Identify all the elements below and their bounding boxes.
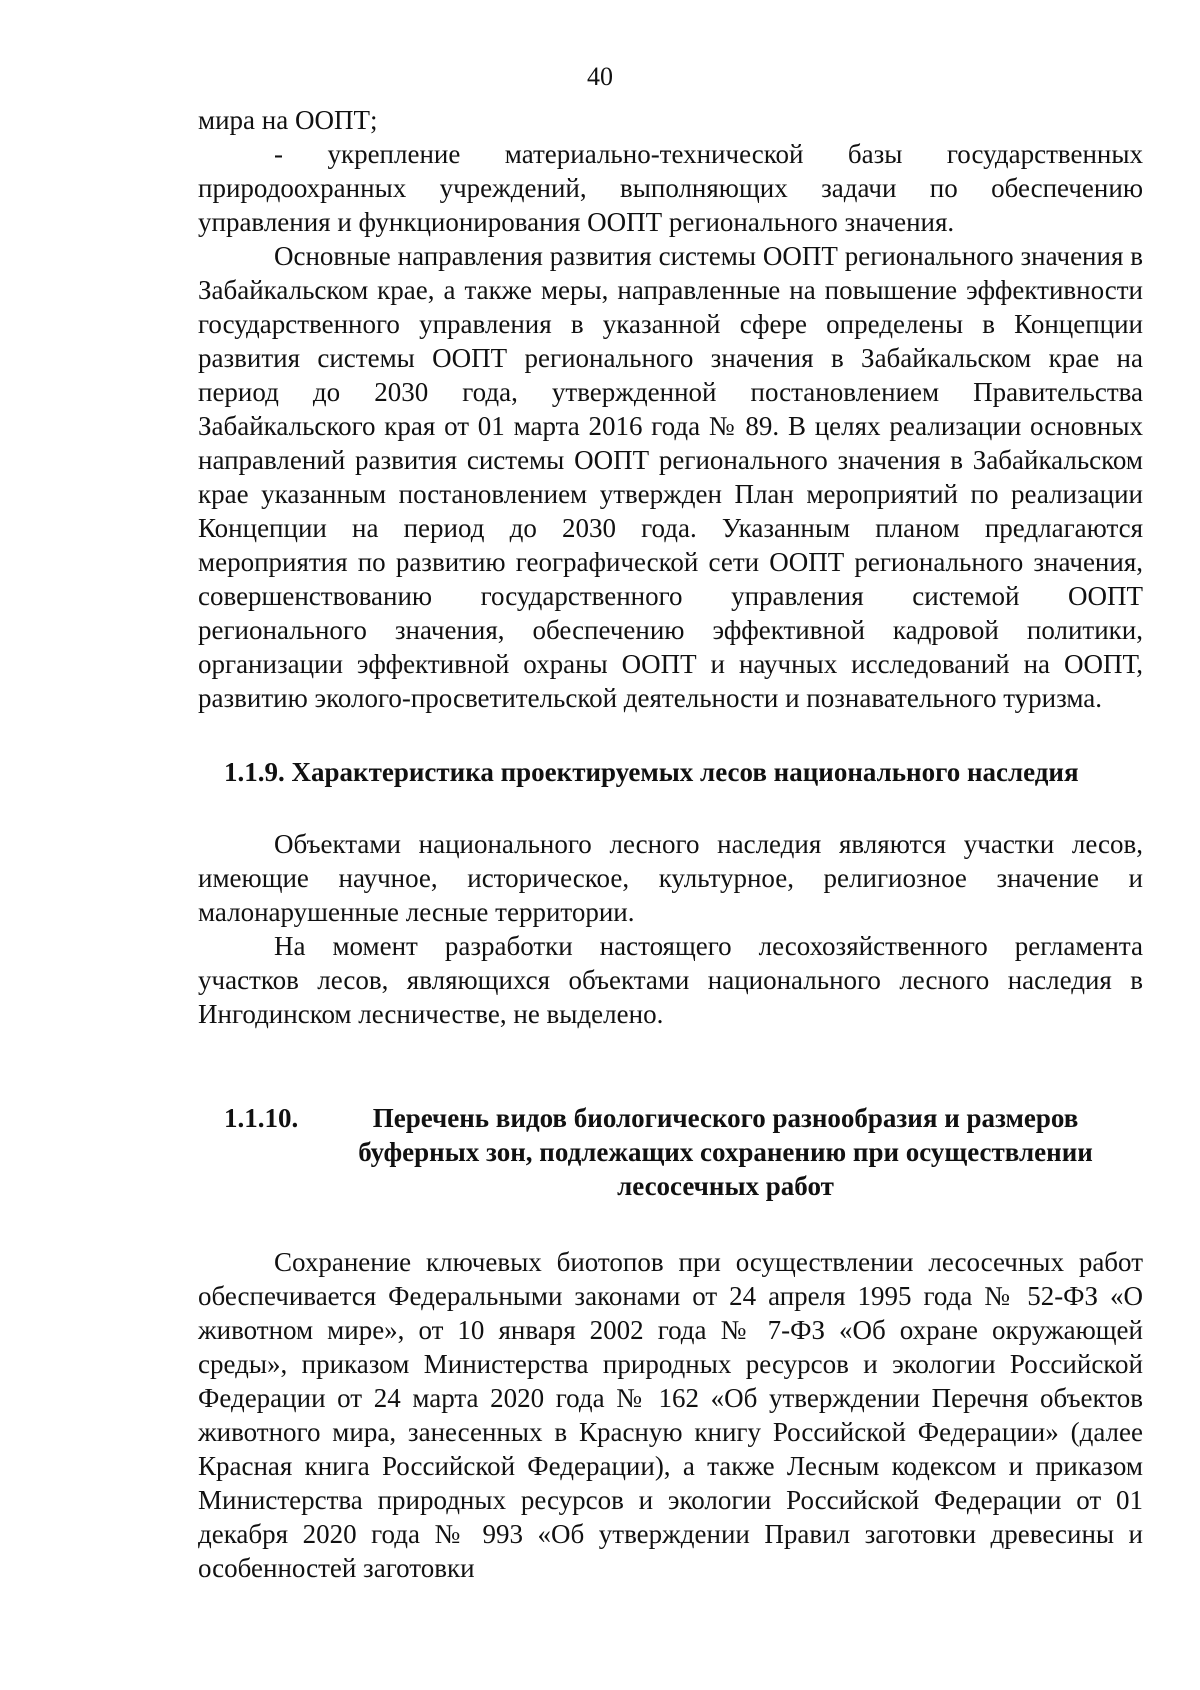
page-number: 40 [587, 62, 613, 91]
document-body [198, 103, 1143, 1585]
section-heading-1-1-10 [198, 1101, 1143, 1203]
section-number: 1.1.10. [224, 1103, 299, 1133]
paragraph-heritage-definition: Объектами национального лесного наследия являются участки лесов, имеющие научное, историческое, культурное, религиозное значение и малонарушенные лесные территории. [198, 829, 1143, 927]
list-item-dash: - укрепление материально-технической базы государственных природоохранных учреждений, выполняющих задачи по обеспечению управления и функционирования ООПТ регионального значения. [198, 139, 1143, 237]
paragraph-heritage-status: На момент разработки настоящего лесохозяйственного регламента участков лесов, являющихся объектами национального лесного наследия в Ингодинском лесничестве, не выделено. [198, 931, 1143, 1029]
section-title: Перечень видов биологического разнообразия и размеров буферных зон, подлежащих сохранению при осуществлении лесосечных работ [358, 1103, 1093, 1201]
paragraph-biotopes: Сохранение ключевых биотопов при осуществлении лесосечных работ обеспечивается Федеральными законами от 24 апреля 1995 года № 52-ФЗ «О животном мире», от 10 января 2002 года № 7-ФЗ «Об охране окружающей среды», приказом Министерства природных ресурсов и экологии Российской Федерации от 24 марта 2020 года № 162 «Об утверждении Перечня объектов животного мира, занесенных в Красную книгу Российской Федерации» (далее Красная книга Российской Федерации), а также Лесным кодексом и приказом Министерства природных ресурсов и экологии Российской Федерации от 01 декабря 2020 года № 993 «Об утверждении Правил заготовки древесины и особенностей заготовки [198, 1247, 1143, 1583]
paragraph-oopt-concept: Основные направления развития системы ООПТ регионального значения в Забайкальском крае, а также меры, направленные на повышение эффективности государственного управления в указанной сфере определены в Концепции развития системы ООПТ регионального значения в Забайкальском крае на период до 2030 года, утвержденной постановлением Правительства Забайкальского края от 01 марта 2016 года № 89. В целях реализации основных направлений развития системы ООПТ регионального значения в Забайкальском крае указанным постановлением утвержден План мероприятий по реализации Концепции на период до 2030 года. Указанным планом предлагаются мероприятия по развитию географической сети ООПТ регионального значения, совершенствованию государственного управления системой ООПТ регионального значения, обеспечению эффективной кадровой политики, организации эффективной охраны ООПТ и научных исследований на ООПТ, развитию эколого-просветительской деятельности и познавательного туризма. [198, 241, 1143, 713]
section-heading-1-1-9: 1.1.9. Характеристика проектируемых лесов национального наследия [224, 757, 1079, 787]
paragraph-continuation: мира на ООПТ; [198, 105, 378, 135]
